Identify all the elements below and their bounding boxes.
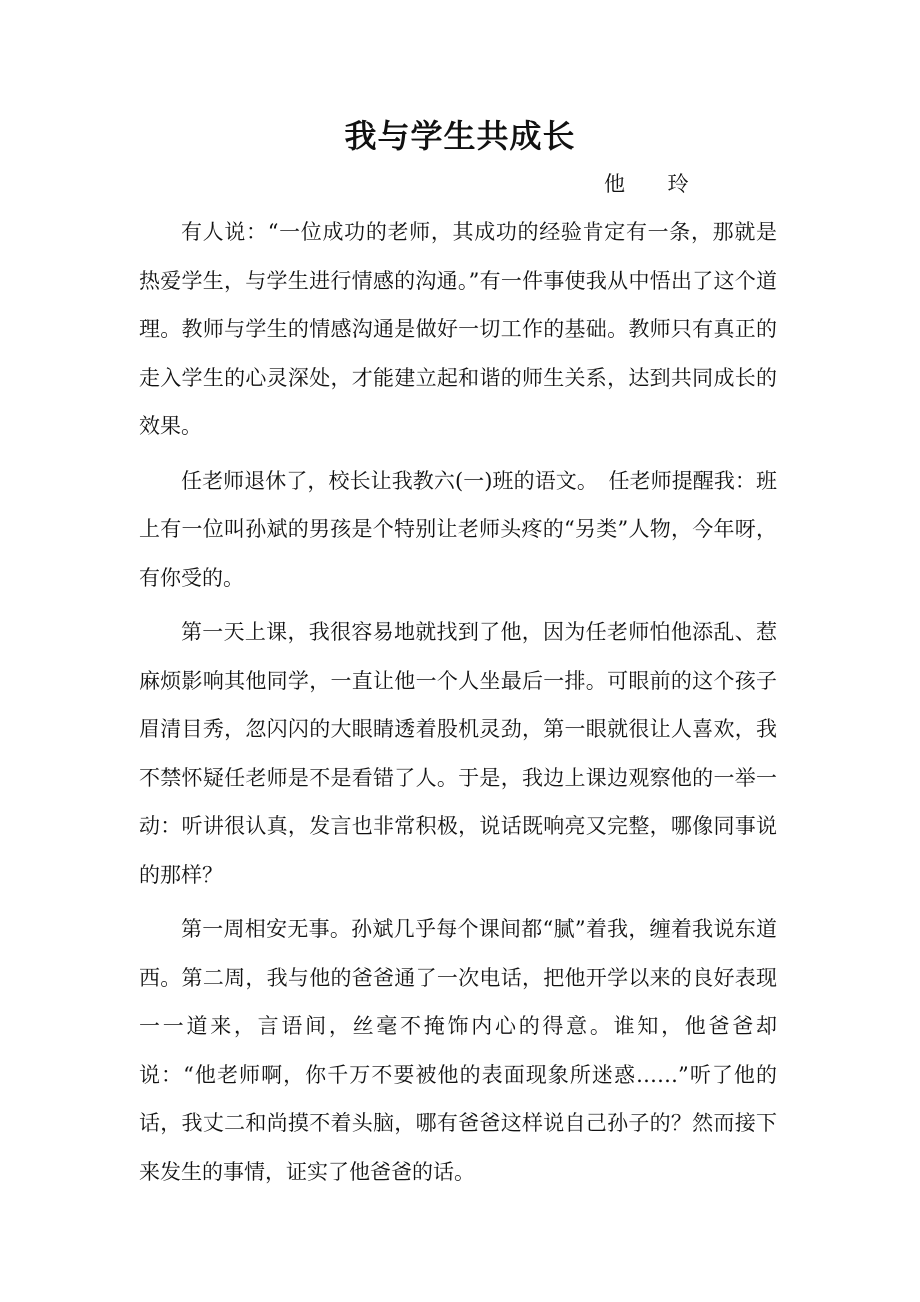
paragraph: 有人说：“一位成功的老师，其成功的经验肯定有一条，那就是热爱学生，与学生进行情感的沟通。”有一件事使我从中悟出了这个道理。教师与学生的情感沟通是做好一切工作的基础。教师只有真正的走入学生的心灵深处，才能建立起和谐的师生关系，达到共同成长的效果。 <box>139 220 777 438</box>
paragraph: 第一周相安无事。孙斌几乎每个课间都“腻”着我，缠着我说东道西。第二周，我与他的爸爸通了一次电话，把他开学以来的良好表现一一道来，言语间，丝毫不掩饰内心的得意。谁知，他爸爸却说：“他老师啊，你千万不要被他的表面现象所迷惑……”听了他的话，我丈二和尚摸不着头脑，哪有爸爸这样说自己孙子的？然而接下来发生的事情，证实了他爸爸的话。 <box>139 917 777 1184</box>
document-title: 我与学生共成长 <box>344 117 576 155</box>
paragraph: 任老师退休了，校长让我教六(一)班的语文。 任老师提醒我：班上有一位叫孙斌的男孩是个特别让老师头疼的“另类”人物，今年呀，有你受的。 <box>139 468 777 590</box>
document-body <box>139 208 777 1202</box>
document-author: 他 玲 <box>604 172 707 196</box>
paragraph: 第一天上课，我很容易地就找到了他，因为任老师怕他添乱、惹麻烦影响其他同学，一直让他一个人坐最后一排。可眼前的这个孩子眉清目秀，忽闪闪的大眼睛透着股机灵劲，第一眼就很让人喜欢，我不禁怀疑任老师是不是看错了人。于是，我边上课边观察他的一举一动：听讲很认真，发言也非常积极，说话既响亮又完整，哪像同事说的那样？ <box>139 620 777 887</box>
